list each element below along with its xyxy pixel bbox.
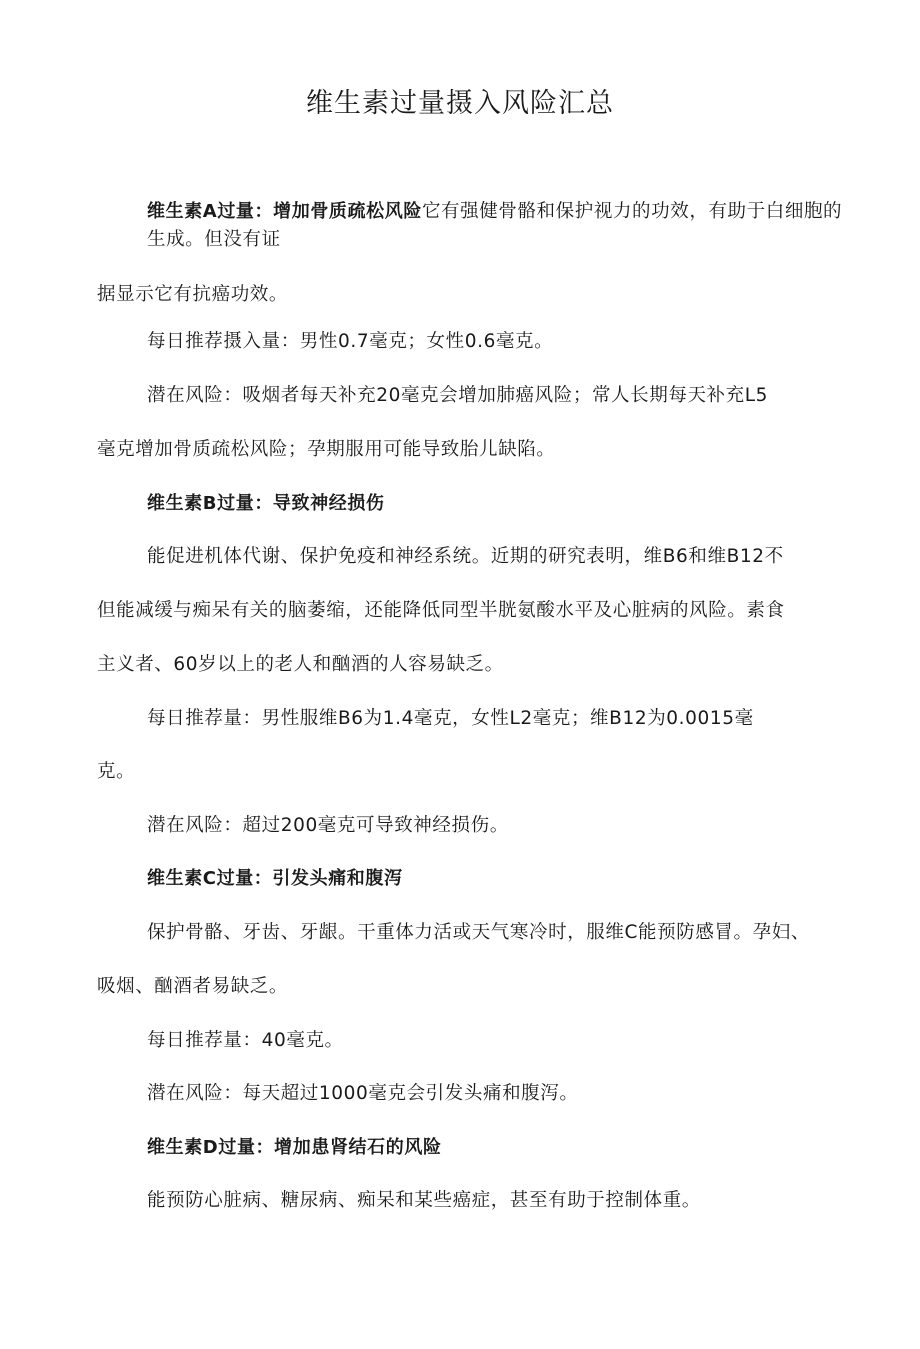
vitamin-b-intro-line2: 但能减缓与痴呆有关的脑萎缩，还能降低同型半胱氨酸水平及心脏病的风险。素食: [97, 600, 785, 621]
vitamin-c-heading: 维生素C过量：引发头痛和腹泻: [147, 868, 403, 889]
vitamin-a-heading: 维生素A过量：增加骨质疏松风险: [147, 201, 422, 222]
vitamin-a-risk-line1: 潜在风险：吸烟者每天补充20毫克会增加肺癌风险；常人长期每天补充L5: [147, 385, 769, 406]
vitamin-a-intro-text: 它有强健骨骼和保护视力的功效，有助于白细胞的生成。但没有证: [147, 201, 843, 250]
vitamin-d-intro: 能预防心脏病、糖尿病、痴呆和某些癌症，甚至有助于控制体重。: [147, 1190, 701, 1211]
vitamin-d-heading: 维生素D过量：增加患肾结石的风险: [147, 1137, 442, 1158]
vitamin-b-daily-line1: 每日推荐量：男性服维B6为1.4毫克，女性L2毫克；维B12为0.0015毫: [147, 708, 754, 729]
vitamin-b-risk: 潜在风险：超过200毫克可导致神经损伤。: [147, 815, 509, 836]
vitamin-c-intro-line1: 保护骨骼、牙齿、牙龈。干重体力活或天气寒冷时，服维C能预防感冒。孕妇、: [147, 922, 810, 943]
vitamin-b-daily-line2: 克。: [97, 761, 136, 782]
vitamin-c-daily-intake: 每日推荐量：40毫克。: [147, 1030, 344, 1051]
vitamin-c-intro-line2: 吸烟、酗酒者易缺乏。: [97, 976, 289, 997]
vitamin-a-daily-intake: 每日推荐摄入量：男性0.7毫克；女性0.6毫克。: [147, 331, 554, 352]
vitamin-a-paragraph: [147, 198, 847, 254]
vitamin-a-risk-line2: 毫克增加骨质疏松风险；孕期服用可能导致胎儿缺陷。: [97, 439, 556, 460]
page-title: 维生素过量摄入风险汇总: [306, 88, 614, 119]
vitamin-c-risk: 潜在风险：每天超过1000毫克会引发头痛和腹泻。: [147, 1083, 579, 1104]
vitamin-b-intro-line3: 主义者、60岁以上的老人和酗酒的人容易缺乏。: [97, 654, 504, 675]
vitamin-b-heading: 维生素B过量：导致神经损伤: [147, 493, 385, 514]
vitamin-b-intro-line1: 能促进机体代谢、保护免疫和神经系统。近期的研究表明，维B6和维B12不: [147, 546, 784, 567]
vitamin-a-intro-continued: 据显示它有抗癌功效。: [97, 284, 289, 305]
